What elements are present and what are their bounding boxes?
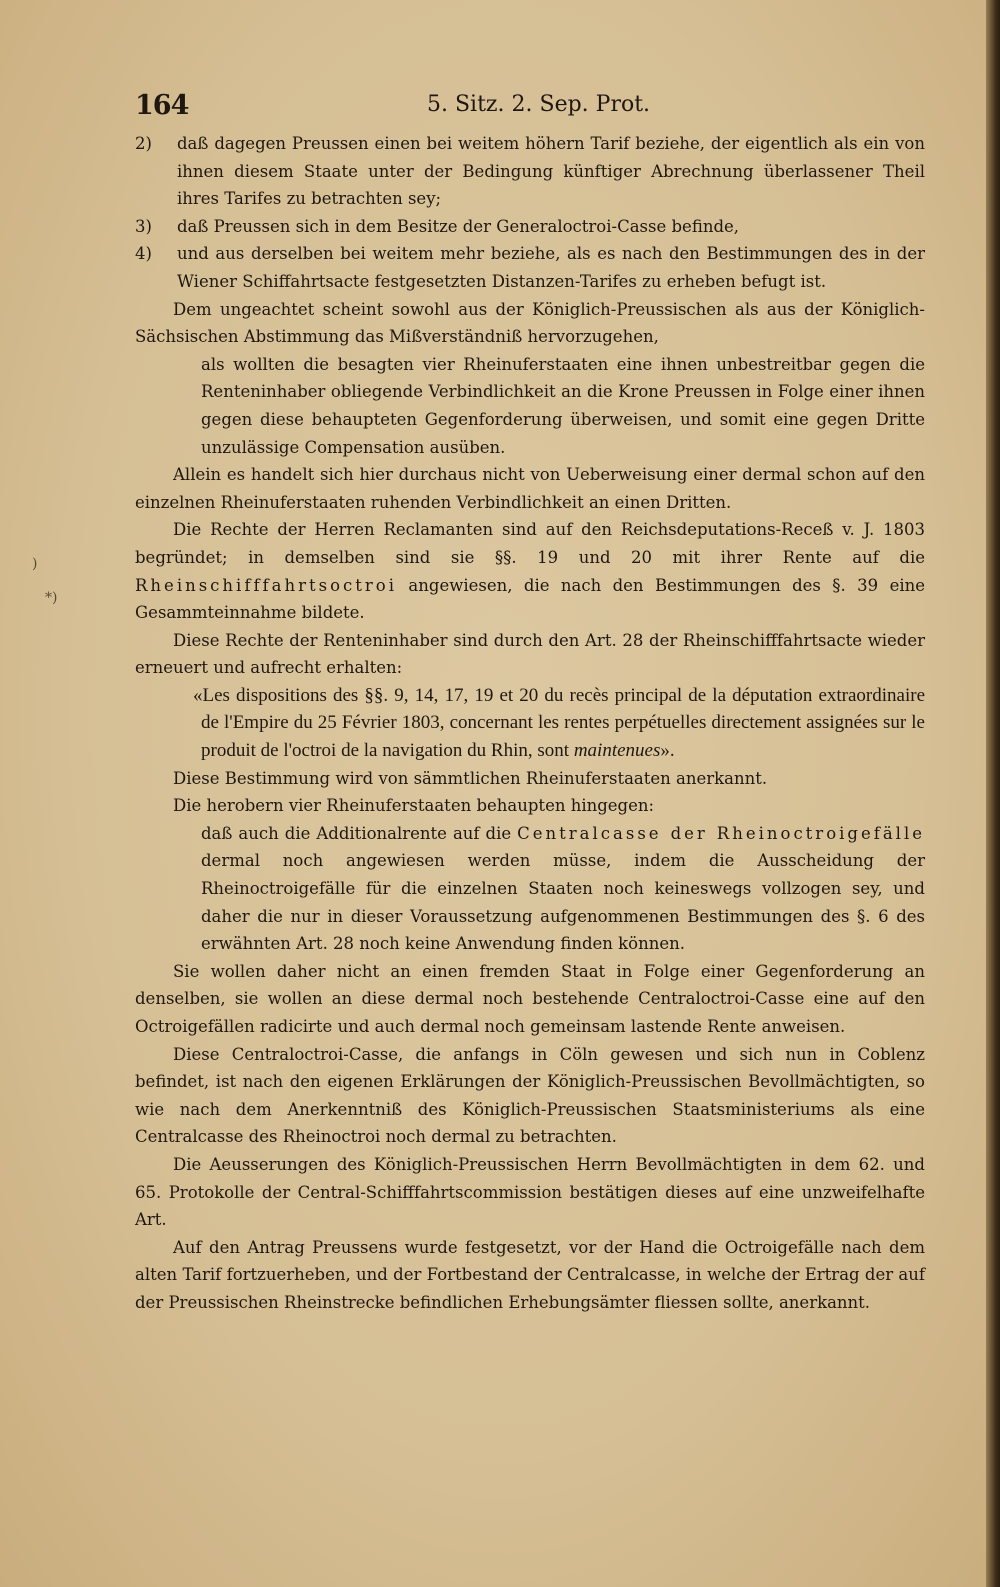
text-run: angewiesen, die nach den Bestimmungen des §. 39 eine Gesammteinnahme bildete. [135, 575, 926, 623]
spaced-text: Centralcasse der Rheinoctroigefälle [517, 823, 925, 843]
list-item [135, 213, 925, 241]
paragraph: Die Aeusserungen des Königlich-Preussischen Herrn Bevollmächtigten in dem 62. und 65. Protokolle der Central-Schifffahrtscommission bestätigen dieses auf eine unzweifelhafte Art. [135, 1154, 925, 1230]
list-item [135, 240, 925, 295]
paragraph: Dem ungeachtet scheint sowohl aus der Königlich-Preussischen als aus der Königlich-Sächsischen Abstimmung das Mißverständniß hervorzugehen, [135, 299, 925, 347]
paragraph: Auf den Antrag Preussens wurde festgesetzt, vor der Hand die Octroigefälle nach dem alten Tarif fortzuerheben, und der Fortbestand der Centralcasse, in welche der Ertrag der auf der Preussischen Rheinstrecke befindlichen Erhebungsämter fliessen sollte, anerkannt. [135, 1237, 925, 1312]
quote-text: «Les dispositions des §§. 9, 14, 17, 19 et 20 du recès principal de la députation extraordinaire de l'Empire du 25 Février 1803, concernant les rentes perpétuelles directement assignées sur le produit de l'octroi de la navigation du Rhin, sont [193, 684, 925, 762]
list-item [135, 130, 925, 213]
paragraph: Diese Centraloctroi-Casse, die anfangs in Cöln gewesen und sich nun in Coblenz befindet, ist nach den eigenen Erklärungen der Königlich-Preussischen Bevollmächtigten, so wie nach dem Anerkenntniß des Königlich-Preussischen Staatsministeriums als eine Centralcasse des Rheinoctroi noch dermal zu betrachten. [135, 1044, 925, 1147]
item-text: daß dagegen Preussen einen bei weitem höhern Tarif beziehe, der eigentlich als ein von ihnen diesem Staate unter der Bedingung künftiger Abrechnung überlassener Theil ihres Tarifes zu betrachten sey; [177, 134, 925, 209]
text-run: daß auch die Additionalrente auf die [201, 823, 512, 843]
paragraph: Allein es handelt sich hier durchaus nicht von Ueberweisung einer dermal schon auf den einzelnen Rheinuferstaaten ruhenden Verbindlichkeit an einen Dritten. [135, 465, 925, 512]
quote-emphasis: maintenues [573, 740, 661, 762]
french-quote [135, 682, 925, 765]
text-run: Die Rechte der Herren Reclamanten sind auf den Reichsdeputations-Receß v. J. 1803 begründet; in demselben sind sie §§. 19 und 20 mit ihrer Rente auf die [135, 520, 925, 567]
paragraph [135, 516, 925, 626]
paragraph: Diese Bestimmung wird von sämmtlichen Rheinuferstaaten anerkannt. [173, 768, 768, 788]
paragraph: Diese Rechte der Renteninhaber sind durch den Art. 28 der Rheinschifffahrtsacte wieder erneuert und aufrecht erhalten: [135, 630, 925, 678]
paragraph [135, 820, 925, 958]
running-head: 5. Sitz. 2. Sep. Prot. [427, 92, 651, 117]
spaced-text: Rheinschifffahrtsoctroi [135, 575, 398, 595]
paragraph: als wollten die besagten vier Rheinuferstaaten eine ihnen unbestreitbar gegen die Renteninhaber obliegende Verbindlichkeit an die Krone Preussen in Folge einer ihnen gegen diese behaupteten Gegenforderung überweisen, und somit eine gegen Dritte unzulässige Compensation ausüben. [201, 354, 925, 457]
margin-mark: ) [32, 556, 38, 572]
item-number: 2) [135, 134, 152, 153]
paragraph: Die herobern vier Rheinuferstaaten behaupten hingegen: [173, 796, 655, 816]
quote-close: ». [660, 740, 675, 762]
item-number: 3) [135, 216, 152, 236]
page-number: 164 [135, 90, 189, 121]
text-run: dermal noch angewiesen werden müsse, indem die Ausscheidung der Rheinoctroigefälle für die einzelnen Staaten noch keineswegs vollzogen sey, und daher die nur in dieser Voraussetzung aufgenommenen Bestimmungen des §. 6 des erwähnten Art. 28 noch keine Anwendung finden können. [201, 851, 925, 954]
page-binding-edge [986, 0, 1000, 1587]
margin-mark: *) [45, 590, 58, 606]
item-text: daß Preussen sich in dem Besitze der Generaloctroi-Casse befinde, [177, 216, 740, 236]
item-number: 4) [135, 244, 152, 264]
page-header [135, 90, 925, 124]
body-text [135, 130, 925, 1317]
item-text: und aus derselben bei weitem mehr beziehe, als es nach den Bestimmungen des in der Wiener Schiffahrtsacte festgesetzten Distanzen-Tarifes zu erheben befugt ist. [177, 244, 925, 291]
paragraph: Sie wollen daher nicht an einen fremden Staat in Folge einer Gegenforderung an denselben, sie wollen an diese dermal noch bestehende Centraloctroi-Casse eine auf den Octroigefällen radicirte und auch dermal noch gemeinsam lastende Rente anweisen. [135, 961, 925, 1036]
